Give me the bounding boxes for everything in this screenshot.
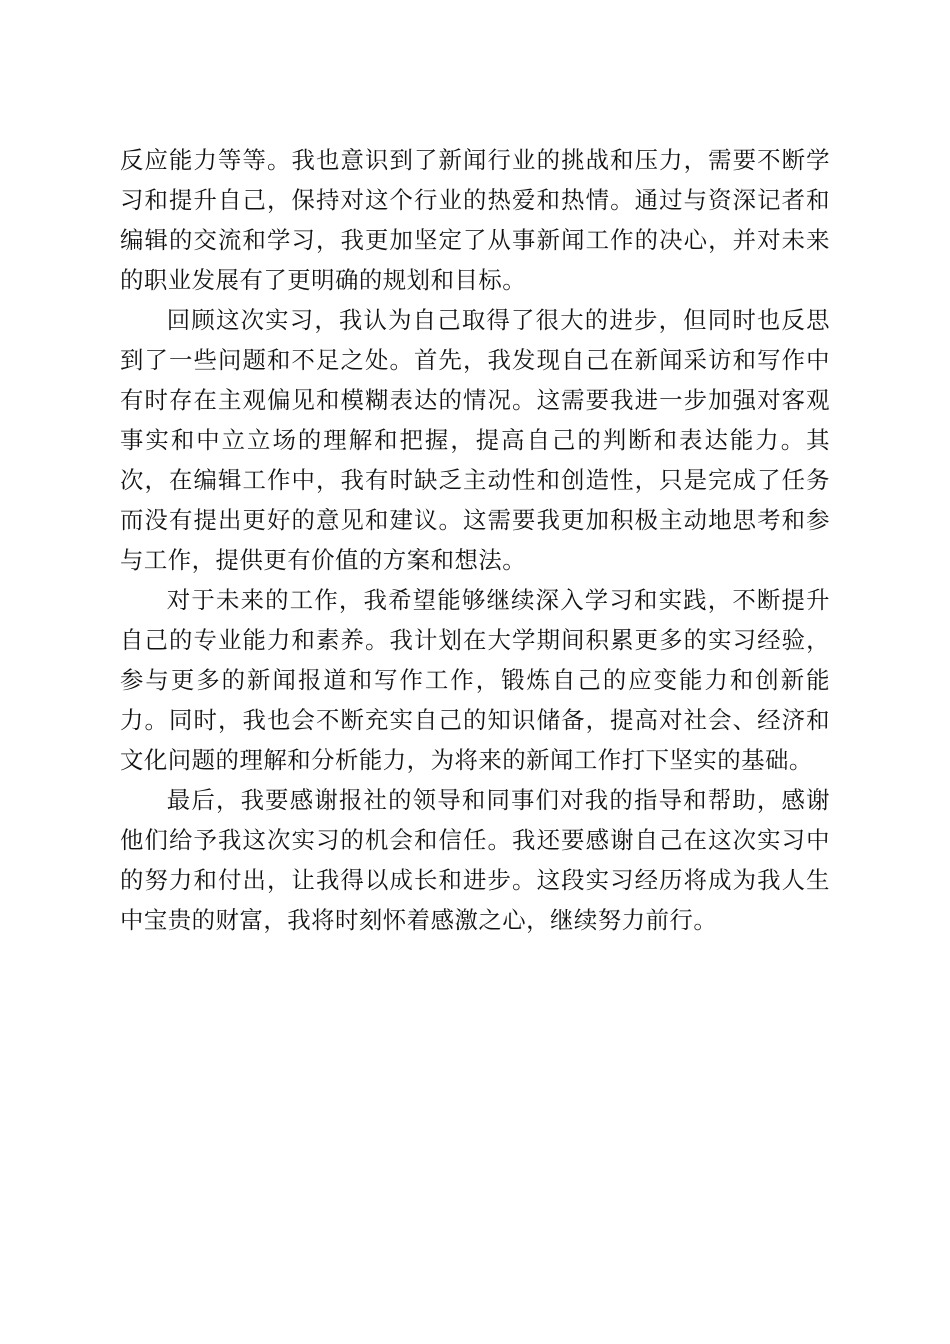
paragraph-future-plans: 对于未来的工作，我希望能够继续深入学习和实践，不断提升自己的专业能力和素养。我计划在大学期间积累更多的实习经验，参与更多的新闻报道和写作工作，锻炼自己的应变能力和创新能力。同时，我也会不断充实自己的知识储备，提高对社会、经济和文化问题的理解和分析能力，为将来的新闻工作打下坚实的基础。 — [120, 586, 830, 774]
document-body — [120, 140, 830, 940]
paragraph-reflection: 回顾这次实习，我认为自己取得了很大的进步，但同时也反思到了一些问题和不足之处。首先，我发现自己在新闻采访和写作中有时存在主观偏见和模糊表达的情况。这需要我进一步加强对客观事实和中立立场的理解和把握，提高自己的判断和表达能力。其次，在编辑工作中，我有时缺乏主动性和创造性，只是完成了任务而没有提出更好的意见和建议。这需要我更加积极主动地思考和参与工作，提供更有价值的方案和想法。 — [120, 306, 830, 574]
paragraph-acknowledgements: 最后，我要感谢报社的领导和同事们对我的指导和帮助，感谢他们给予我这次实习的机会和信任。我还要感谢自己在这次实习中的努力和付出，让我得以成长和进步。这段实习经历将成为我人生中宝贵的财富，我将时刻怀着感激之心，继续努力前行。 — [120, 786, 830, 934]
paragraph-continuation: 反应能力等等。我也意识到了新闻行业的挑战和压力，需要不断学习和提升自己，保持对这个行业的热爱和热情。通过与资深记者和编辑的交流和学习，我更加坚定了从事新闻工作的决心，并对未来的职业发展有了更明确的规划和目标。 — [120, 146, 830, 294]
